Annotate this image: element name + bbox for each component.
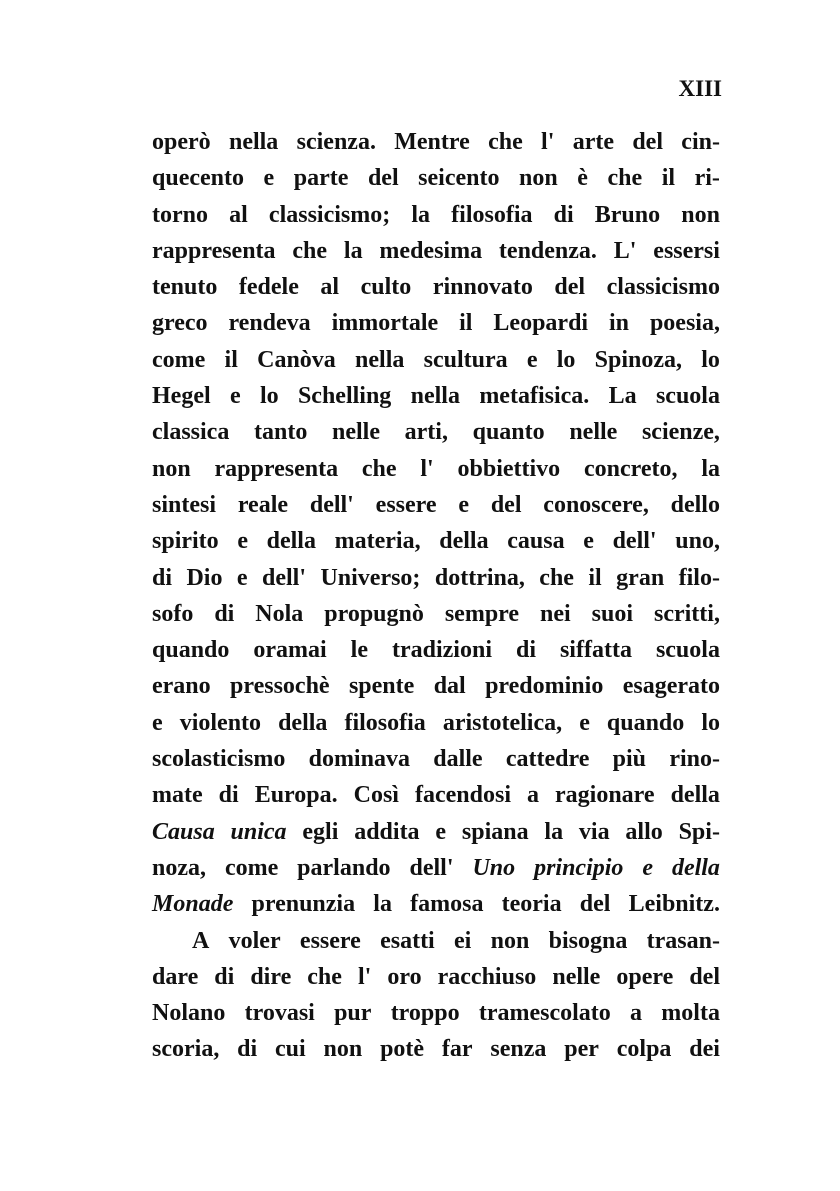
word: sintesi — [152, 491, 217, 518]
word: l' — [420, 455, 434, 482]
word: scuola — [655, 383, 720, 410]
word: della — [671, 854, 720, 881]
text-line — [152, 705, 720, 741]
word: propugnò — [324, 600, 424, 627]
word: oramai — [253, 637, 327, 664]
word: spiana — [461, 818, 529, 845]
word: del — [632, 129, 663, 155]
word: di — [152, 564, 173, 591]
word: e — [579, 709, 590, 736]
word: dire — [250, 963, 292, 990]
word: aristotelica, — [442, 709, 563, 736]
word: suoi — [591, 600, 634, 627]
word: essere — [299, 927, 361, 954]
word: la — [343, 237, 363, 264]
word: del — [554, 274, 586, 301]
word: materia, — [334, 528, 421, 555]
word: tramescolato — [478, 1000, 611, 1027]
word: classicismo; — [268, 201, 391, 228]
word: A — [192, 927, 210, 954]
word: Schelling — [297, 383, 392, 410]
text-line — [152, 378, 720, 414]
word: nelle — [569, 419, 618, 446]
text-line — [152, 414, 720, 450]
word: sempre — [444, 600, 520, 627]
word: Nola — [255, 600, 304, 627]
word: sofo — [152, 600, 194, 627]
word: della — [278, 709, 328, 736]
word: e — [583, 528, 594, 555]
text-line — [152, 342, 720, 378]
word: spente — [348, 673, 415, 700]
word: voler — [228, 927, 281, 954]
text-line — [152, 886, 720, 922]
word: il — [224, 346, 238, 373]
word: rappresenta — [214, 455, 339, 482]
word: rappresenta — [152, 237, 276, 264]
word: scultura — [423, 346, 508, 373]
word: quanto — [472, 419, 545, 446]
text-line — [152, 814, 720, 850]
text-line — [152, 632, 720, 668]
word: parlando — [297, 854, 391, 881]
word: Leopardi — [493, 310, 589, 337]
word: tanto — [253, 419, 308, 446]
word: Europa. — [254, 782, 338, 809]
word: La — [608, 383, 637, 410]
word: di — [218, 782, 239, 809]
text-line — [152, 668, 720, 704]
word: essere — [375, 491, 437, 518]
word: esagerato — [622, 673, 720, 700]
word: pressochè — [230, 673, 330, 700]
word: dottrina, — [434, 564, 525, 591]
word: scuola — [655, 637, 720, 664]
word: lo — [701, 709, 720, 736]
word: Nolano — [152, 1000, 226, 1027]
word: uno, — [675, 528, 720, 555]
word: filo- — [678, 564, 720, 591]
word: dare — [152, 963, 199, 990]
word: Bruno — [594, 201, 661, 228]
word: scritti, — [653, 600, 720, 627]
word: lo — [556, 346, 576, 373]
word: del — [367, 165, 399, 192]
word: della — [670, 782, 720, 809]
word: predominio — [485, 673, 604, 700]
word: senza — [490, 1036, 547, 1063]
word: del — [689, 963, 720, 990]
word: Leibnitz. — [628, 891, 720, 918]
word: famosa — [410, 891, 484, 918]
word: arti, — [404, 419, 448, 446]
word: mate — [152, 782, 203, 809]
word: dell' — [309, 491, 354, 518]
word: unica — [230, 818, 287, 845]
text-line — [152, 305, 720, 341]
word: nelle — [331, 419, 380, 446]
word: Hegel — [152, 383, 211, 410]
word: che — [307, 963, 342, 990]
word: tendenza. — [498, 237, 597, 264]
text-line — [152, 197, 720, 233]
word: trovasi — [244, 1000, 315, 1027]
word: Dio — [186, 564, 223, 591]
text-line — [152, 995, 720, 1031]
word: racchiuso — [437, 963, 537, 990]
word: non — [152, 455, 191, 482]
word: noza, — [152, 854, 206, 881]
word: poesia, — [649, 310, 720, 337]
word: è — [577, 165, 588, 192]
word: nella — [410, 383, 460, 410]
word: Universo; — [320, 564, 421, 591]
word: medesima — [379, 237, 483, 264]
word: il — [588, 564, 602, 591]
word: ragionare — [555, 782, 655, 809]
word: culto — [360, 274, 412, 301]
word: rinnovato — [432, 274, 533, 301]
word: di — [515, 637, 536, 664]
body-text — [152, 124, 720, 1068]
text-line — [152, 160, 720, 196]
word: classicismo — [606, 274, 720, 301]
word: concreto, — [584, 455, 678, 482]
word: classica — [152, 419, 230, 446]
word: seicento — [418, 165, 500, 192]
word: scolasticismo — [152, 746, 286, 773]
word: cin- — [681, 129, 720, 155]
word: e — [458, 491, 469, 518]
word: troppo — [390, 1000, 460, 1027]
word: Spinoza, — [594, 346, 683, 373]
word: scienza. — [296, 129, 376, 155]
word: fedele — [238, 274, 299, 301]
word: quando — [152, 637, 230, 664]
text-line — [152, 523, 720, 559]
word: Monade — [152, 891, 234, 918]
text-line — [152, 233, 720, 269]
word: egli — [302, 818, 339, 845]
word: rendeva — [228, 310, 311, 337]
word: causa — [507, 528, 565, 555]
word: torno — [152, 201, 208, 228]
word: metafisica. — [479, 383, 590, 410]
word: non — [323, 1036, 363, 1063]
word: lo — [259, 383, 279, 410]
text-line — [152, 487, 720, 523]
page-number: XIII — [678, 76, 722, 101]
word: dello — [670, 491, 720, 518]
word: Causa — [152, 818, 215, 845]
word: arte — [572, 129, 614, 155]
word: molta — [661, 1000, 720, 1027]
word: che — [361, 455, 397, 482]
word: Uno — [472, 854, 516, 881]
word: filosofia — [344, 709, 426, 736]
word: gran — [616, 564, 665, 591]
word: non — [681, 201, 720, 228]
word: cui — [275, 1036, 306, 1063]
word: spirito — [152, 528, 219, 555]
word: conoscere, — [543, 491, 649, 518]
word: obbiettivo — [457, 455, 561, 482]
word: colpa — [616, 1036, 672, 1063]
text-line — [152, 269, 720, 305]
word: violento — [179, 709, 262, 736]
word: che — [488, 129, 523, 155]
word: pur — [334, 1000, 372, 1027]
word: nelle — [552, 963, 601, 990]
word: in — [609, 310, 630, 337]
word: addita — [354, 818, 420, 845]
word: tenuto — [152, 274, 218, 301]
word: trasan- — [646, 927, 720, 954]
word: la — [544, 818, 564, 845]
word: L' — [613, 237, 637, 264]
word: bisogna — [548, 927, 628, 954]
word: erano — [152, 673, 211, 700]
word: a — [630, 1000, 643, 1027]
word: via — [578, 818, 610, 845]
word: dei — [689, 1036, 720, 1063]
word: il — [661, 165, 676, 192]
text-line — [152, 596, 720, 632]
word: che — [292, 237, 328, 264]
word: e — [152, 709, 163, 736]
word: Canòva — [257, 346, 336, 373]
word: teoria — [501, 891, 562, 918]
word: e — [435, 818, 447, 845]
text-line — [152, 124, 720, 160]
word: ri- — [694, 165, 720, 192]
word: greco — [152, 310, 208, 337]
word: ei — [454, 927, 472, 954]
text-line — [152, 1031, 720, 1067]
word: e — [263, 165, 275, 192]
word: nei — [540, 600, 571, 627]
word: siffatta — [559, 637, 632, 664]
word: Mentre — [394, 129, 470, 155]
word: di — [553, 201, 574, 228]
word: far — [441, 1036, 473, 1063]
word: e — [237, 528, 248, 555]
word: di — [237, 1036, 258, 1063]
word: principio — [534, 854, 624, 881]
word: facendosi — [414, 782, 511, 809]
word: Spi- — [678, 818, 720, 845]
word: a — [527, 782, 539, 809]
word: scoria, — [152, 1036, 220, 1063]
text-line — [152, 850, 720, 886]
word: più — [612, 746, 647, 773]
word: per — [564, 1036, 599, 1063]
word: la — [411, 201, 431, 228]
word: prenunzia — [251, 891, 356, 918]
word: le — [350, 637, 368, 664]
word: Così — [353, 782, 399, 809]
word: scienze, — [641, 419, 720, 446]
word: reale — [237, 491, 289, 518]
word: cattedre — [505, 746, 590, 773]
word: parte — [293, 165, 349, 192]
word: l' — [541, 129, 555, 155]
word: dominava — [308, 746, 410, 773]
word: e — [236, 564, 248, 591]
text-line — [152, 741, 720, 777]
word: della — [439, 528, 489, 555]
word: quando — [606, 709, 685, 736]
word: della — [266, 528, 316, 555]
word: e — [642, 854, 653, 881]
text-line — [152, 560, 720, 596]
word: e — [229, 383, 241, 410]
text-line — [152, 923, 720, 959]
word: filosofia — [451, 201, 533, 228]
word: nella — [228, 129, 279, 155]
word: quecento — [152, 165, 244, 192]
word: la — [701, 455, 720, 482]
word: al — [320, 274, 340, 301]
word: opere — [616, 963, 674, 990]
word: esatti — [380, 927, 435, 954]
text-line — [152, 451, 720, 487]
word: dell' — [261, 564, 306, 591]
word: come — [224, 854, 279, 881]
word: dalle — [433, 746, 483, 773]
word: dell' — [612, 528, 657, 555]
word: l' — [357, 963, 372, 990]
word: la — [373, 891, 392, 918]
word: allo — [625, 818, 663, 845]
word: al — [229, 201, 248, 228]
word: e — [526, 346, 538, 373]
word: essersi — [653, 237, 720, 264]
word: che — [607, 165, 643, 192]
word: tradizioni — [391, 637, 492, 664]
word: non — [519, 165, 558, 192]
word: lo — [701, 346, 720, 373]
word: rino- — [669, 746, 720, 773]
word: come — [152, 346, 206, 373]
word: del — [579, 891, 611, 918]
word: dal — [433, 673, 466, 700]
word: non — [490, 927, 530, 954]
word: che — [539, 564, 574, 591]
word: il — [459, 310, 473, 337]
word: di — [214, 963, 235, 990]
word: operò — [152, 129, 211, 155]
text-line — [152, 959, 720, 995]
word: di — [214, 600, 235, 627]
word: oro — [387, 963, 422, 990]
word: del — [490, 491, 522, 518]
text-line — [152, 777, 720, 813]
word: dell' — [409, 854, 454, 881]
word: potè — [380, 1036, 425, 1063]
word: immortale — [331, 310, 439, 337]
word: nella — [355, 346, 405, 373]
